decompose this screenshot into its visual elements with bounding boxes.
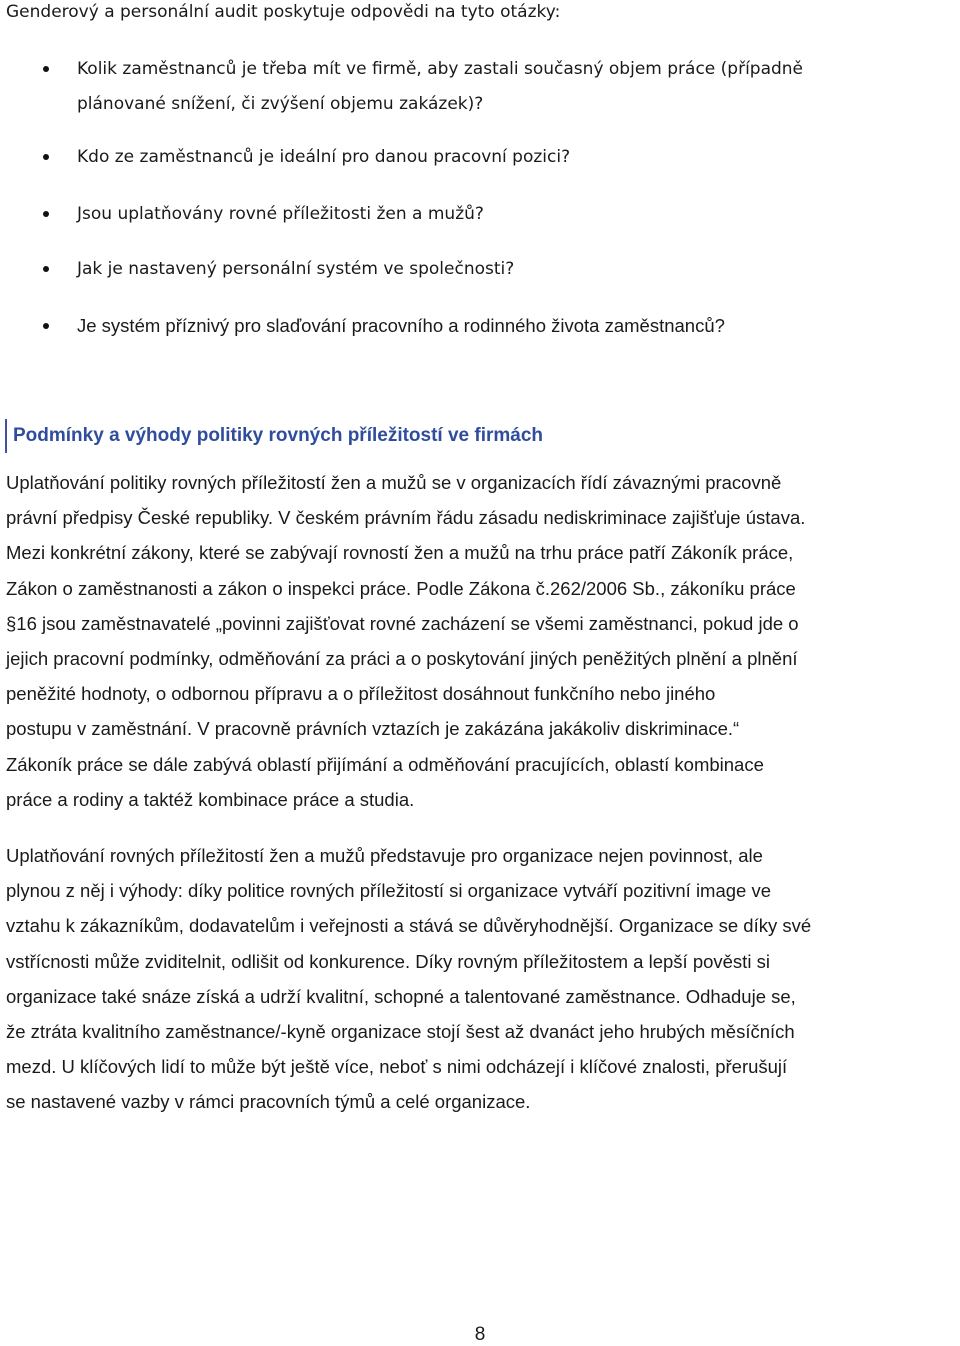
bullet-icon: [43, 266, 49, 272]
paragraph-line: mezd. U klíčových lidí to může být ještě více, neboť s nimi odcházejí i klíčové znalosti, přerušují: [6, 1056, 788, 1078]
bullet-icon: [43, 211, 49, 217]
paragraph-line: vztahu k zákazníkům, dodavatelům i veřejnosti a stává se důvěryhodnější. Organizace se díky své: [6, 915, 812, 937]
paragraph-line: jejich pracovní podmínky, odměňování za práci a o poskytování jiných peněžitých plnění a plnění: [6, 648, 798, 670]
paragraph-line: postupu v zaměstnání. V pracovně právních vztazích je zakázána jakákoliv diskriminace.“: [6, 718, 740, 740]
list-item-line: Jsou uplatňovány rovné příležitosti žen a mužů?: [77, 204, 484, 224]
paragraph-line: Uplatňování rovných příležitostí žen a mužů představuje pro organizace nejen povinnost, ale: [6, 845, 763, 866]
section-heading: Podmínky a výhody politiky rovných příležitostí ve firmách: [13, 425, 544, 446]
paragraph-line: práce a rodiny a taktéž kombinace práce a studia.: [6, 788, 415, 810]
page-number: 8: [474, 1324, 486, 1345]
intro-text: Genderový a personální audit poskytuje odpovědi na tyto otázky:: [6, 2, 561, 22]
paragraph-line: vstřícnosti může zviditelnit, odlišit od konkurence. Díky rovným příležitostem a lepší pověsti si: [6, 950, 770, 972]
paragraph-line: se nastavené vazby v rámci pracovních týmů a celé organizace.: [6, 1091, 531, 1113]
paragraph-line: Zákoník práce se dále zabývá oblastí přijímání a odměňování pracujících, oblastí kombinace: [6, 753, 764, 775]
list-item-line: Kolik zaměstnanců je třeba mít ve firmě, aby zastali současný objem práce (případně: [77, 59, 804, 79]
list-item-line: plánované snížení, či zvýšení objemu zakázek)?: [77, 94, 484, 114]
list-item-line: Je systém příznivý pro slaďování pracovního a rodinného života zaměstnanců?: [77, 315, 725, 336]
paragraph-line: Zákon o zaměstnanosti a zákon o inspekci práce. Podle Zákona č.262/2006 Sb., zákoníku práce: [6, 577, 796, 599]
list-item-line: Kdo ze zaměstnanců je ideální pro danou pracovní pozici?: [77, 147, 571, 167]
paragraph-line: peněžité hodnoty, o odbornou přípravu a o příležitost dosáhnout funkčního nebo jiného: [6, 683, 716, 705]
paragraph-line: §16 jsou zaměstnavatelé „povinni zajišťovat rovné zacházení se všemi zaměstnanci, pokud jde o: [6, 612, 799, 634]
paragraph-line: právní předpisy České republiky. V českém právním řádu zásadu nediskriminace zajišťuje ústava.: [6, 507, 806, 529]
bullet-icon: [43, 66, 49, 72]
paragraph-line: Uplatňování politiky rovných příležitostí žen a mužů se v organizacích řídí závaznými pracovně: [6, 472, 782, 493]
paragraph-benefits: [6, 838, 956, 1120]
bullet-icon: [43, 323, 49, 329]
paragraph-line: Mezi konkrétní zákony, které se zabývají rovností žen a mužů na trhu práce patří Zákoník práce,: [6, 542, 794, 564]
paragraph-line: že ztráta kvalitního zaměstnance/-kyně organizace stojí šest až dvanáct jeho hrubých měsíčních: [6, 1021, 795, 1043]
paragraph-legal: [6, 465, 956, 817]
paragraph-line: organizace také snáze získá a udrží kvalitní, schopné a talentované zaměstnance. Odhaduje se,: [6, 985, 796, 1007]
bullet-icon: [43, 154, 49, 160]
heading-accent-bar: [5, 419, 7, 453]
paragraph-line: plynou z něj i výhody: díky politice rovných příležitostí si organizace vytváří pozitivní image ve: [6, 880, 772, 902]
list-item-line: Jak je nastavený personální systém ve společnosti?: [77, 259, 515, 279]
